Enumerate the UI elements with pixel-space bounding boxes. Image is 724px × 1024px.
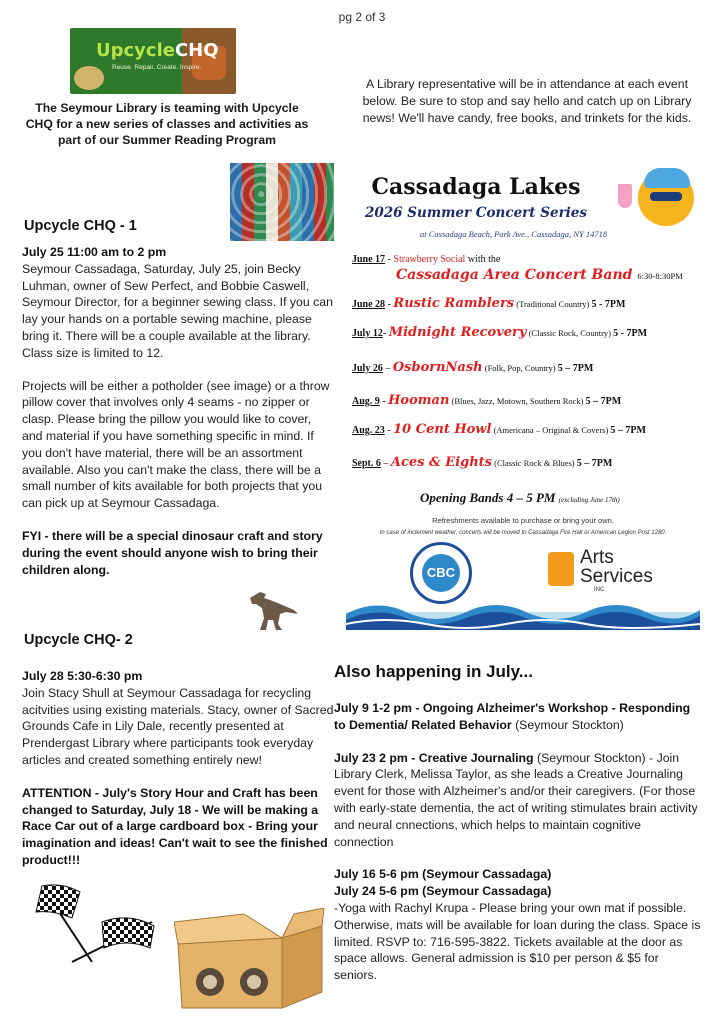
chq1-paragraph-1: Seymour Cassadaga, Saturday, July 25, join Becky Luhman, owner of Sew Perfect, and Bobbie Caswell, Seymour Director, for a beginner sewing class. If you can lay your hands on a portable sewing machine, please bring it. There will be a couple available at the library. Class size is limited to 12. [22,261,333,360]
concert-event: July 12- Midnight Recovery (Classic Rock, Country) 5 - 7PM [352,325,648,340]
page-number: pg 2 of 3 [338,10,386,24]
concert-series-poster [346,168,700,630]
upcycle-chq-1-body [22,244,334,594]
poster-title: Cassadaga Lakes [371,174,581,200]
chq1-datetime: July 25 11:00 am to 2 pm [22,245,167,259]
library-rep-notice: A Library representative will be in attendance at each event below. Be sure to stop and say hello and catch up on Library news! We'll have candy, free books, and trinkets for the kids. [362,77,692,125]
intro-text: The Seymour Library is teaming with Upcycle CHQ for a new series of classes and activities as part of our Summer Reading Program [25,101,309,147]
upcycle-chq-2-heading: Upcycle CHQ- 2 [24,632,133,648]
arts-services-inc: INC [594,587,605,593]
chq1-fyi: FYI - there will be a special dinosaur craft and story during the event should anyone wish to bring their children along. [22,528,323,577]
arts-services-icon [548,552,574,586]
drink-icon [618,184,632,208]
refreshments-note: Refreshments available to purchase or bring your own. [432,516,614,525]
opening-bands: Opening Bands 4 – 5 PM (excluding June 17th) [420,490,620,505]
chq2-paragraph-1: Join Stacy Shull at Seymour Cassadaga for recycling acitvities using existing materials. Stacy, owner of Sacred Grounds Cafe in Lily Dale, recently presented at Prendergast Library where participants took everyday articles and created something entirely new! [22,685,334,767]
upcycle-chq-2-body [22,668,334,885]
logo-twine-icon [74,66,104,90]
concert-event: Aug. 9 - Hooman (Blues, Jazz, Motown, Southern Rock) 5 – 7PM [352,393,622,408]
upcycle-chq-1-heading: Upcycle CHQ - 1 [24,218,137,234]
also-item-alzheimers: July 9 1-2 pm - Ongoing Alzheimer's Workshop - Responding to Dementia/ Related Behavior (Seymour Stockton) [334,701,691,732]
also-item-journaling: July 23 2 pm - Creative Journaling (Seymour Stockton) - Join Library Clerk, Melissa Taylor, as she leads a Creative Journaling event for those with Alzheimer's and/or their caregivers. (For those with early-state dementia, the act of writing stimulates brain activity and neural cnnections, which helps to maintain cognitive connection [334,750,698,849]
concert-event-band: Cassadaga Area Concert Band 6:30-8:30PM [396,267,683,283]
chq2-datetime: July 28 5:30-6:30 pm [22,669,143,683]
concert-event: June 17 - Strawberry Social with the [352,254,501,265]
logo-brand-text: UpcycleCHQ [96,40,219,61]
inclement-weather-note: In case of inclement weather, concerts will be moved to Cassadaga Fire Hall or American Legion Post 1280. [379,530,667,536]
logo-tagline: Reuse. Repair. Create. Inspire. [112,64,202,71]
also-happening-body [334,700,702,1000]
arts-services-logo: Arts Services [580,547,653,587]
poster-location: at Cassadaga Beach, Park Ave., Cassadaga, NY 14718 [420,229,608,239]
sun-mascot-icon [638,170,694,226]
dinosaur-icon [244,584,300,632]
checkered-flags-icon [32,882,162,964]
concert-event: Aug. 23 - 10 Cent Howl (Americana – Original & Covers) 5 – 7PM [352,422,646,437]
chq1-paragraph-2: Projects will be either a potholder (see image) or a throw pillow cover that involves only 4 seams - no zipper or clasp. Please bring the pillow you would like to cover, and material if you have something specific in mind. If you don't have material, there will be an assortment available. Also you can't make the class, there will be a small number of kits available for both projects that you can pick up at Seymour Cassadaga. [22,378,330,511]
upcycle-chq-logo [70,28,236,94]
potholder-fabric-photo [230,163,334,241]
poster-subtitle: 2026 Summer Concert Series [365,205,587,221]
wave-graphic [346,594,700,630]
cbc-logo: CBC [410,542,472,604]
cardboard-box-car-icon [174,908,326,1012]
chq2-attention: ATTENTION - July's Story Hour and Craft has been changed to Saturday, July 18 - We will be making a Race Car out of a large cardboard box - Bring your imagination and ideas! Can't wait to see the finished product!!! [22,785,328,867]
also-happening-heading: Also happening in July... [334,662,533,681]
also-item-yoga: July 16 5-6 pm (Seymour Cassadaga) July 24 5-6 pm (Seymour Cassadaga) -Yoga with Rachyl Krupa - Please bring your own mat if possible. Otherwise, mats will be available for loan during the class. Space is limited. RSVP to: 716-595-3822. Tickets available at the door as space allows. General admission is $10 per person & $5 for seniors. [334,867,701,983]
concert-event: July 26 – OsbornNash (Folk, Pop, Country) 5 – 7PM [352,360,594,375]
concert-event: Sept. 6 – Aces & Eights (Classic Rock & Blues) 5 – 7PM [352,455,613,470]
concert-event: June 28 - Rustic Ramblers (Traditional Country) 5 - 7PM [352,296,626,311]
